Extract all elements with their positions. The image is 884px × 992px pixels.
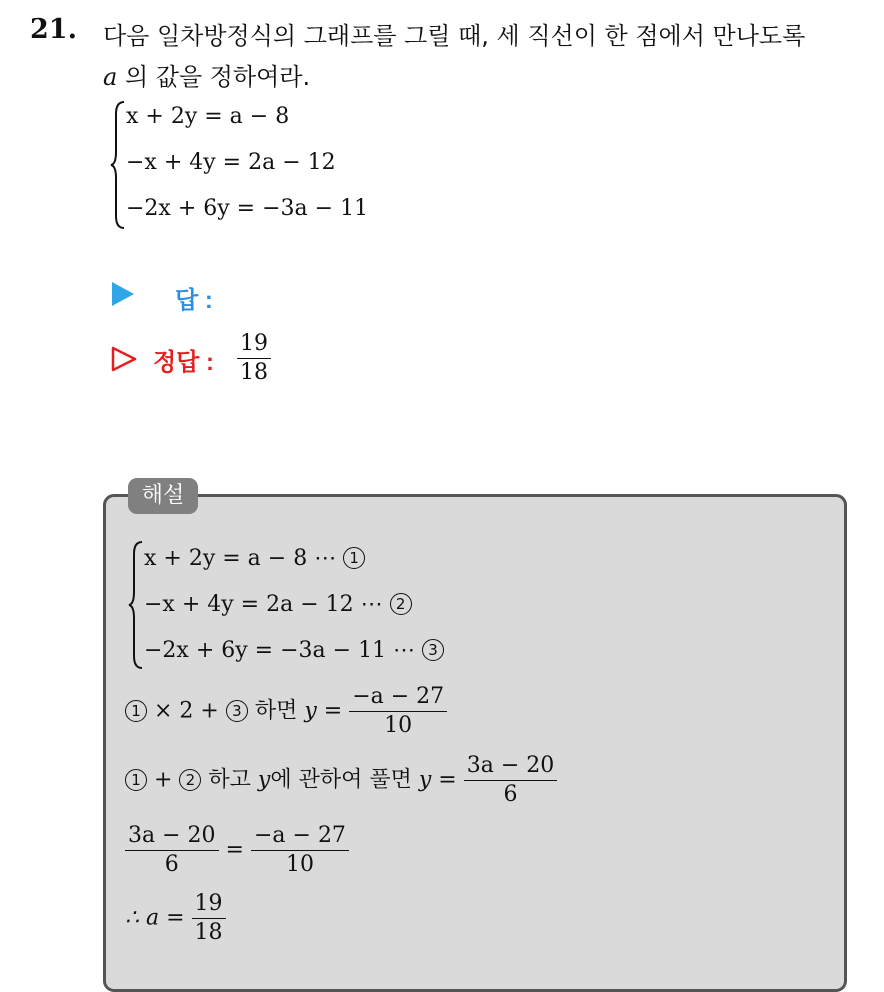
solution-step-3 — [125, 822, 349, 879]
circled-3-icon: 3 — [422, 639, 444, 661]
solution-tag: 해설 — [128, 478, 198, 514]
step3-left-denominator: 6 — [164, 852, 179, 877]
step1-numerator: −a − 27 — [349, 683, 447, 712]
circled-1-icon: 1 — [125, 769, 147, 791]
final-denominator: 18 — [194, 920, 223, 945]
circled-2-icon: 2 — [390, 593, 412, 615]
equation-3: −2x + 6y = −3a − 11 — [126, 196, 369, 221]
equation-1: x + 2y = a − 8 — [126, 104, 290, 129]
solution-equation-2: −x + 4y = 2a − 12 ⋯ 2 — [144, 592, 412, 617]
step3-right-numerator: −a − 27 — [251, 822, 349, 851]
solution-step-1: 1 × 2 + 3 하면 y = $\frac{-a - 27}{10}$ — [125, 683, 447, 740]
circled-3-icon: 3 — [226, 700, 248, 722]
solution-system — [128, 540, 468, 670]
left-brace-icon — [110, 100, 126, 230]
correct-answer-value — [237, 330, 271, 387]
solution-equation-3: −2x + 6y = −3a − 11 ⋯ 3 — [144, 638, 444, 663]
step1-denominator: 10 — [384, 713, 413, 738]
question-line2: 의 값을 정하여라. — [117, 63, 311, 91]
step3-equals: = — [225, 837, 244, 863]
correct-answer-numerator: 19 — [237, 330, 271, 359]
solution-brace-icon — [128, 540, 144, 670]
solution-step-4: ∴ a = $\frac{19}{18}$ — [125, 890, 226, 947]
correct-answer-denominator: 18 — [240, 360, 268, 385]
solution-equation-1: x + 2y = a − 8 ⋯ 1 — [144, 546, 365, 571]
question-line1: 다음 일차방정식의 그래프를 그릴 때, 세 직선이 한 점에서 만나도록 — [103, 22, 806, 50]
answer-marker-icon — [112, 282, 134, 306]
correct-answer-label: 정답 : — [153, 349, 215, 376]
answer-label: 답 : — [175, 287, 213, 314]
question-number: 21. — [30, 14, 77, 45]
step3-left-numerator: 3a − 20 — [125, 822, 219, 851]
question-text — [103, 16, 873, 98]
circled-2-icon: 2 — [179, 769, 201, 791]
equation-2: −x + 4y = 2a − 12 — [126, 150, 336, 175]
solution-step-2: 1 + 2 하고 y에 관하여 풀면 y = $\frac{3a - 20}{6}$ — [125, 752, 557, 809]
correct-marker-icon — [110, 345, 138, 373]
step2-denominator: 6 — [503, 782, 518, 807]
step3-right-denominator: 10 — [285, 852, 314, 877]
circled-1-icon: 1 — [343, 547, 365, 569]
question-variable: a — [103, 63, 118, 91]
step2-numerator: 3a − 20 — [464, 752, 558, 781]
equation-system — [110, 100, 410, 230]
circled-1-icon: 1 — [125, 700, 147, 722]
final-numerator: 19 — [192, 890, 226, 919]
